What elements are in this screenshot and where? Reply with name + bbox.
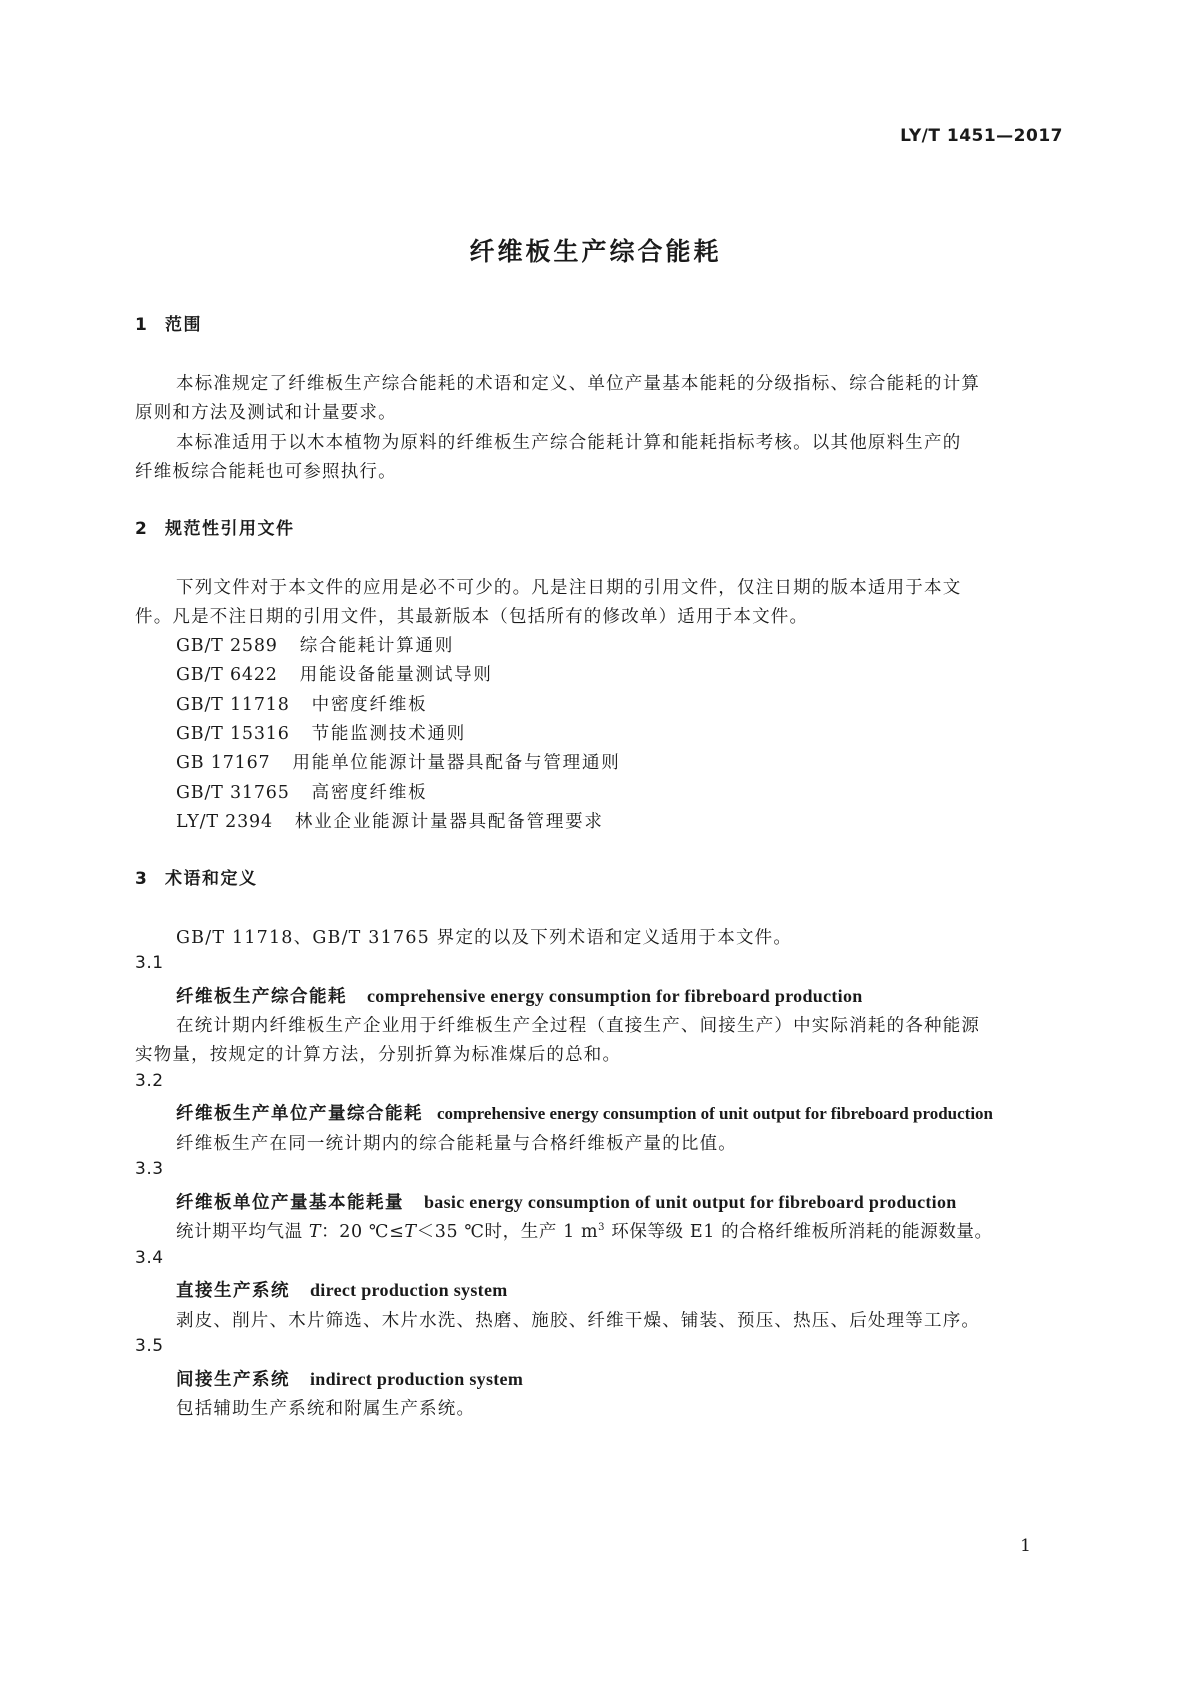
- section-1-para1-line2: 原则和方法及测试和计量要求。: [135, 403, 397, 423]
- term-title-en: comprehensive energy consumption for fibreboard production: [367, 986, 863, 1006]
- section-1-para2-line2: 纤维板综合能耗也可参照执行。: [135, 462, 397, 482]
- term-title-en: basic energy consumption of unit output for fibreboard production: [424, 1192, 957, 1212]
- term-definition-line1: [176, 1218, 993, 1243]
- definition-text: ：20 ℃≤: [321, 1222, 405, 1242]
- term-title: [176, 1366, 523, 1391]
- term-definition-line1: 在统计期内纤维板生产企业用于纤维板生产全过程（直接生产、间接生产）中实际消耗的各种能源: [176, 1016, 981, 1036]
- term-number: 3.2: [135, 1071, 164, 1091]
- section-1-para2-line1: 本标准适用于以木本植物为原料的纤维板生产综合能耗计算和能耗指标考核。以其他原料生产的: [176, 433, 962, 453]
- term-definition-line2: 实物量，按规定的计算方法，分别折算为标准煤后的总和。: [135, 1045, 622, 1065]
- reference-name: 用能设备能量测试导则: [299, 665, 493, 685]
- page-number: 1: [1020, 1536, 1031, 1556]
- reference-code: GB/T 6422: [176, 665, 278, 685]
- section-3-intro: GB/T 11718、GB/T 31765 界定的以及下列术语和定义适用于本文件。: [176, 928, 793, 948]
- section-1-para1-line1: 本标准规定了纤维板生产综合能耗的术语和定义、单位产量基本能耗的分级指标、综合能耗的计算: [176, 374, 981, 394]
- term-title-en: indirect production system: [310, 1369, 524, 1389]
- term-definition-line1: 剥皮、削片、木片筛选、木片水洗、热磨、施胶、纤维干燥、铺装、预压、热压、后处理等工序。: [176, 1311, 981, 1331]
- cubic-superscript: 3: [598, 1222, 606, 1234]
- reference-code: GB/T 11718: [176, 695, 290, 715]
- section-1-number: 1: [135, 315, 149, 335]
- reference-item: [176, 808, 604, 833]
- term-number: 3.1: [135, 953, 164, 973]
- section-3-number: 3: [135, 869, 149, 889]
- reference-item: [176, 691, 427, 716]
- term-title: [176, 983, 863, 1008]
- section-2-para-line1: 下列文件对于本文件的应用是必不可少的。凡是注日期的引用文件，仅注日期的版本适用于本文: [176, 578, 962, 598]
- reference-code: GB/T 15316: [176, 724, 290, 744]
- term-title-zh: 纤维板单位产量基本能耗量: [176, 1193, 404, 1213]
- definition-text: 统计期平均气温: [176, 1222, 309, 1242]
- term-number: 3.4: [135, 1248, 164, 1268]
- reference-code: GB/T 2589: [176, 636, 278, 656]
- reference-item: [176, 661, 493, 686]
- reference-item: [176, 749, 621, 774]
- term-title-en: comprehensive energy consumption of unit output for fibreboard production: [437, 1104, 994, 1123]
- document-title: 纤维板生产综合能耗: [469, 237, 722, 266]
- reference-name: 综合能耗计算通则: [299, 636, 455, 656]
- definition-text: ＜35 ℃时，生产 1 m: [416, 1222, 599, 1242]
- term-title-zh: 间接生产系统: [176, 1370, 290, 1390]
- section-1-title: 范围: [165, 315, 202, 335]
- temperature-symbol: T: [404, 1222, 417, 1242]
- term-title: [176, 1100, 993, 1125]
- reference-code: GB 17167: [176, 753, 271, 773]
- section-2-number: 2: [135, 519, 149, 539]
- temperature-symbol: T: [308, 1222, 322, 1242]
- reference-code: GB/T 31765: [176, 783, 290, 803]
- reference-name: 林业企业能源计量器具配备管理要求: [294, 812, 604, 832]
- term-title: [176, 1277, 508, 1302]
- term-definition-line1: 包括辅助生产系统和附属生产系统。: [176, 1399, 476, 1419]
- reference-name: 用能单位能源计量器具配备与管理通则: [292, 753, 621, 773]
- reference-name: 节能监测技术通则: [311, 724, 467, 744]
- section-2-para-line2: 件。凡是不注日期的引用文件，其最新版本（包括所有的修改单）适用于本文件。: [135, 607, 809, 627]
- term-title-en: direct production system: [310, 1280, 508, 1300]
- section-2-title: 规范性引用文件: [165, 519, 295, 539]
- section-2-heading: [135, 514, 295, 539]
- term-title-zh: 纤维板生产综合能耗: [176, 987, 347, 1007]
- standard-number: LY/T 1451—2017: [900, 126, 1063, 146]
- section-3-heading: [135, 864, 258, 889]
- reference-item: [176, 632, 454, 657]
- reference-name: 高密度纤维板: [311, 783, 428, 803]
- term-title-zh: 直接生产系统: [176, 1281, 290, 1301]
- term-number: 3.3: [135, 1159, 164, 1179]
- term-title-zh: 纤维板生产单位产量综合能耗: [176, 1104, 423, 1124]
- reference-item: [176, 779, 427, 804]
- definition-text: 环保等级 E1 的合格纤维板所消耗的能源数量。: [605, 1222, 993, 1242]
- term-number: 3.5: [135, 1336, 164, 1356]
- term-title: [176, 1189, 957, 1214]
- reference-name: 中密度纤维板: [311, 695, 428, 715]
- section-3-title: 术语和定义: [165, 869, 258, 889]
- reference-item: [176, 720, 466, 745]
- term-definition-line1: 纤维板生产在同一统计期内的综合能耗量与合格纤维板产量的比值。: [176, 1134, 737, 1154]
- section-1-heading: [135, 310, 202, 335]
- reference-code: LY/T 2394: [176, 812, 273, 832]
